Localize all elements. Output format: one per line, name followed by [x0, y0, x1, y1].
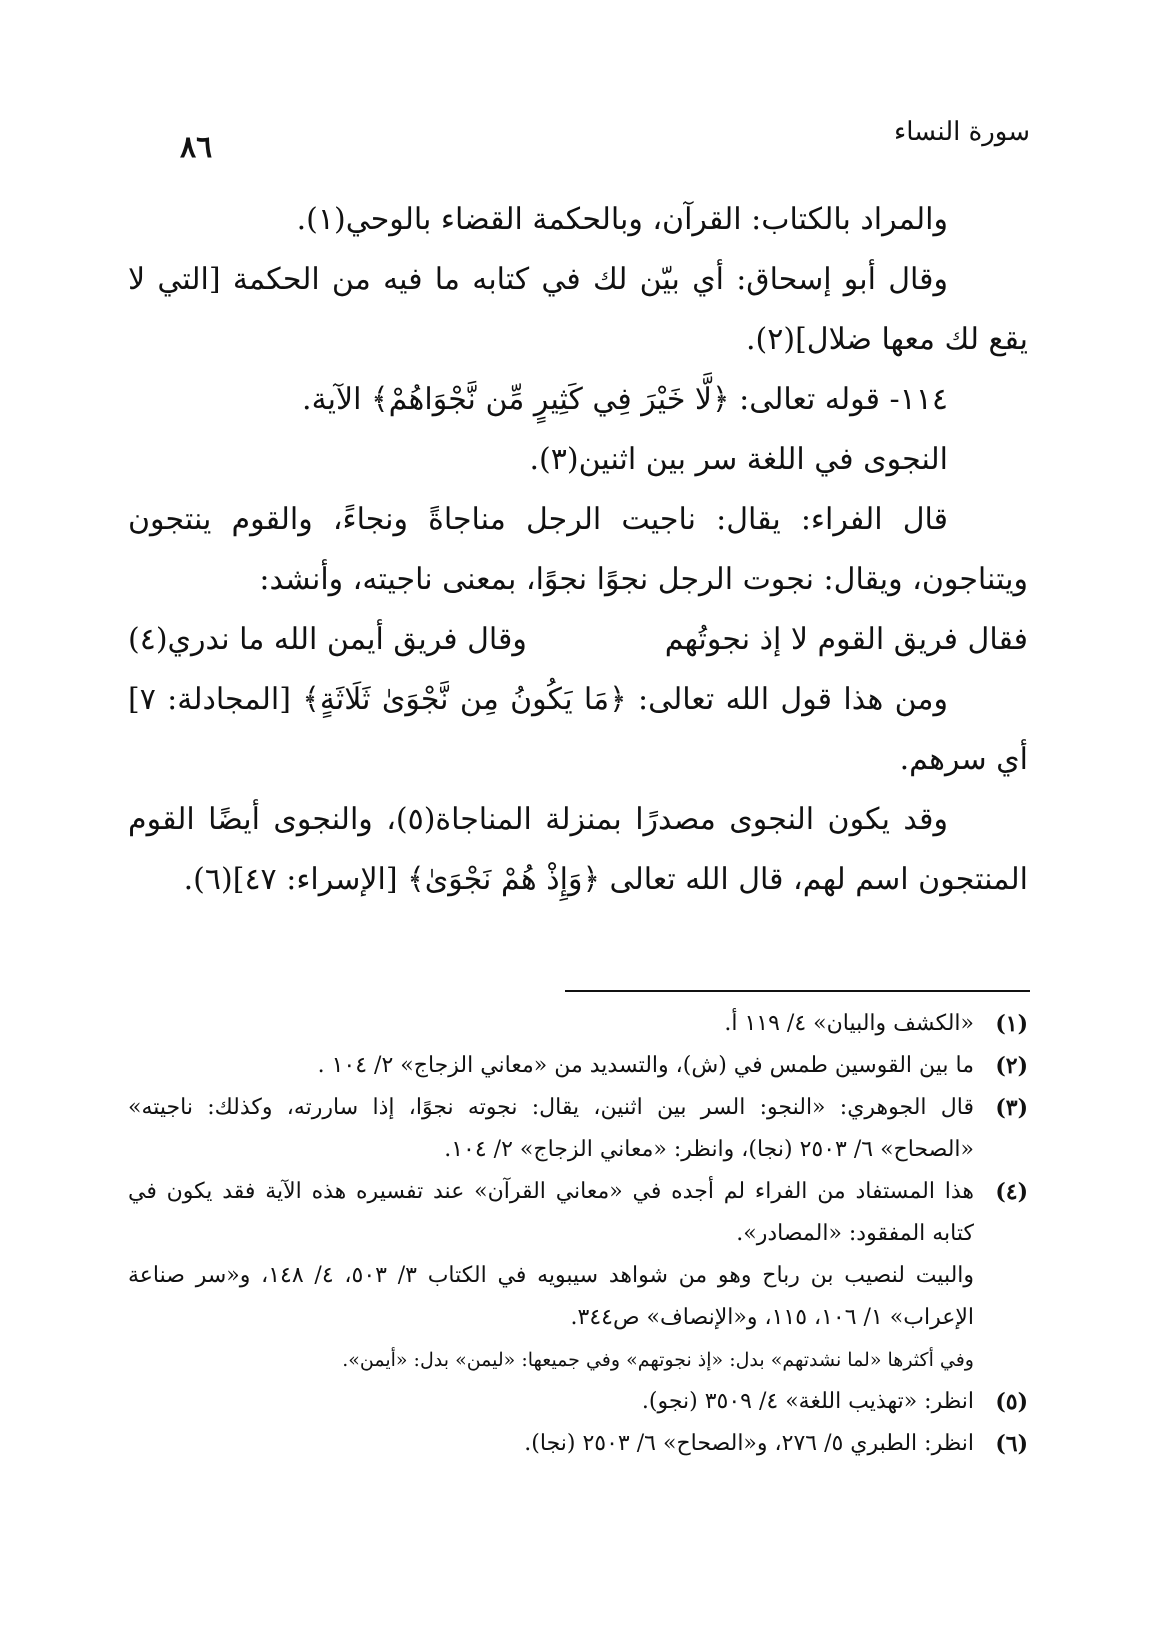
- paragraph: النجوى في اللغة سر بين اثنين(٣).: [529, 442, 948, 477]
- footnote: [128, 1003, 1028, 1045]
- footnote-continuation: والبيت لنصيب بن رباح وهو من شواهد سيبويه في الكتاب ٣/ ٥٠٣، ٤/ ١٤٨، و«سر صناعة الإعراب» ١/ ١٠٦، ١١٥، و«الإنصاف» ص٣٤٤.: [128, 1263, 975, 1330]
- footnote-number: (٤): [995, 1179, 1028, 1205]
- footnotes: [128, 1003, 1028, 1465]
- surah-title: سورة النساء: [894, 117, 1030, 147]
- footnote: [128, 1171, 1028, 1255]
- footnote-number: (٥): [995, 1389, 1028, 1415]
- footnote-text: «الكشف والبيان» ٤/ ١١٩ أ.: [724, 1011, 974, 1036]
- paragraph: وقال أبو إسحاق: أي بيّن لك في كتابه ما فيه من الحكمة [التي لا يقع لك معها ضلال](٢).: [128, 262, 1028, 357]
- footnote-number: (٣): [995, 1095, 1028, 1121]
- footnote-number: (٢): [995, 1053, 1028, 1079]
- footnote-text: انظر: الطبري ٥/ ٢٧٦، و«الصحاح» ٦/ ٢٥٠٣ (نجا).: [524, 1431, 974, 1456]
- paragraph: والمراد بالكتاب: القرآن، وبالحكمة القضاء بالوحي(١).: [296, 202, 948, 237]
- verse-first-hemistich: فقال فريق القوم لا إذ نجوتُهم: [664, 622, 1028, 657]
- paragraph: قال الفراء: يقال: ناجيت الرجل مناجاةً ونجاءً، والقوم ينتجون ويتناجون، ويقال: نجوت الرجل نجوًا نجوًا، بمعنى ناجيته، وأنشد:: [128, 502, 1028, 597]
- footnote: [128, 1381, 1028, 1423]
- footnote: [128, 1423, 1028, 1465]
- footnote-continuation: وفي أكثرها «لما نشدتهم» بدل: «إذ نجوتهم» وفي جميعها: «ليمن» بدل: «أيمن».: [342, 1349, 974, 1371]
- footnote-number: (١): [995, 1011, 1028, 1037]
- footnote: [128, 1087, 1028, 1171]
- paragraph: وقد يكون النجوى مصدرًا بمنزلة المناجاة(٥)، والنجوى أيضًا القوم المنتجون اسم لهم، قال الله تعالى ﴿وَإِذْ هُمْ نَجْوَىٰ﴾ [الإسراء: ٤٧](٦).: [128, 802, 1028, 897]
- footnote-divider: [565, 990, 1030, 992]
- footnote-text: هذا المستفاد من الفراء لم أجده في «معاني القرآن» عند تفسيره هذه الآية فقد يكون في كتابه المفقود: «المصادر».: [128, 1179, 974, 1246]
- footnote: [128, 1045, 1028, 1087]
- footnote-number: (٦): [995, 1431, 1028, 1457]
- poetry-verse: [128, 610, 1028, 670]
- paragraph: ومن هذا قول الله تعالى: ﴿مَا يَكُونُ مِن نَّجْوَىٰ ثَلَاثَةٍ﴾ [المجادلة: ٧] أي سرهم.: [128, 682, 1028, 777]
- running-head: [180, 108, 1030, 168]
- page-number: ٨٦: [180, 130, 213, 165]
- main-text: [128, 190, 1028, 910]
- footnote-text: قال الجوهري: «النجو: السر بين اثنين، يقال: نجوته نجوًا، إذا ساررته، وكذلك: ناجيته» «الصحاح» ٦/ ٢٥٠٣ (نجا)، وانظر: «معاني الزجاج» ٢/ ١٠٤.: [128, 1095, 974, 1162]
- footnote-text: ما بين القوسين طمس في (ش)، والتسديد من «معاني الزجاج» ٢/ ١٠٤ .: [317, 1053, 974, 1078]
- verse-heading: ١١٤- قوله تعالى: ﴿لَّا خَيْرَ فِي كَثِيرٍ مِّن نَّجْوَاهُمْ﴾ الآية.: [302, 382, 948, 417]
- footnote-text: انظر: «تهذيب اللغة» ٤/ ٣٥٠٩ (نجو).: [641, 1389, 974, 1414]
- verse-second-hemistich: وقال فريق أيمن الله ما ندري(٤): [128, 622, 527, 657]
